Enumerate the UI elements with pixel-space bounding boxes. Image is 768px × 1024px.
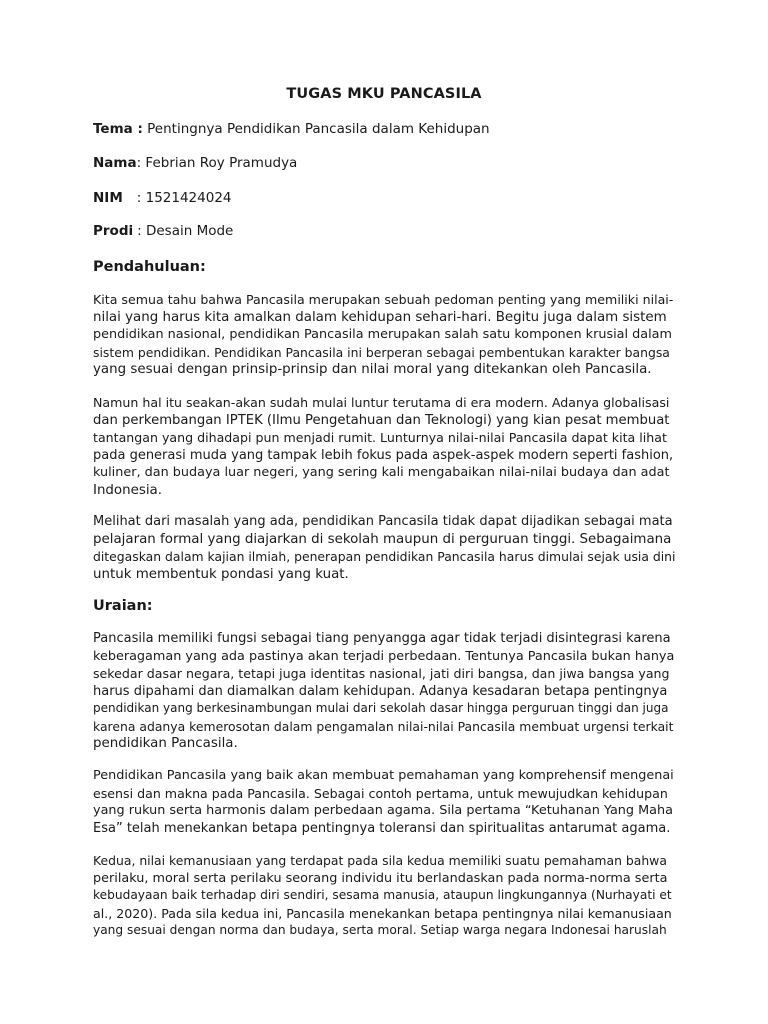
text-line: untuk membentuk pondasi yang kuat.	[93, 566, 349, 582]
text-line: harus dipahami dan diamalkan dalam kehidupan. Adanya kesadaran betapa pentingnya	[93, 683, 668, 699]
text-line: yang sesuai dengan norma dan budaya, serta moral. Setiap warga negara Indonesai haruslah	[93, 923, 667, 937]
paragraph	[93, 852, 675, 940]
text-line: keberagaman yang ada pastinya akan terjadi perbedaan. Tentunya Pancasila bukan hanya	[93, 648, 675, 664]
text-line: sekedar dasar negara, tetapi juga identitas nasional, jati diri bangsa, dan jiwa bangsa yang	[93, 666, 670, 681]
meta-label: Tema :	[93, 121, 143, 137]
meta-label: NIM	[93, 190, 123, 206]
text-line: Melihat dari masalah yang ada, pendidikan Pancasila tidak dapat dijadikan sebagai mata	[93, 514, 673, 529]
text-line: Namun hal itu seakan-akan sudah mulai luntur terutama di era modern. Adanya globalisasi	[93, 395, 670, 410]
paragraph	[93, 630, 675, 753]
meta-label: Nama	[93, 155, 137, 171]
meta-nim	[93, 190, 232, 206]
text-line: yang sesuai dengan prinsip-prinsip dan nilai moral yang ditekankan oleh Pancasila.	[93, 362, 652, 377]
paragraph	[93, 291, 675, 379]
text-line: kuliner, dan budaya luar negeri, yang sering kali mengabaikan nilai-nilai budaya dan adat	[93, 465, 670, 480]
meta-theme	[93, 121, 490, 137]
text-line: Kedua, nilai kemanusiaan yang terdapat pada sila kedua memiliki suatu pemahaman bahwa	[93, 853, 667, 868]
text-line: Esa” telah menekankan betapa pentingnya toleransi dan spiritualitas antarumat agama.	[93, 820, 671, 836]
text-line: pelajaran formal yang diajarkan di sekolah maupun di perguruan tinggi. Sebagaimana	[93, 531, 672, 547]
document-title: TUGAS MKU PANCASILA	[286, 86, 482, 102]
paragraph	[93, 513, 675, 583]
section-heading-pendahuluan: Pendahuluan:	[93, 259, 206, 275]
text-line: perilaku, moral serta perilaku seorang individu itu berlandaskan pada norma-norma serta	[93, 870, 668, 886]
meta-value: Pentingnya Pendidikan Pancasila dalam Kehidupan	[142, 121, 490, 137]
section-heading-uraian: Uraian:	[93, 598, 153, 614]
text-line: tantangan yang dihadapi pun menjadi rumit. Lunturnya nilai-nilai Pancasila dapat kita lihat	[93, 430, 667, 445]
text-line: Kita semua tahu bahwa Pancasila merupakan sebuah pedoman penting yang memiliki nilai-	[93, 292, 674, 307]
text-line: pendidikan Pancasila.	[93, 736, 238, 751]
meta-name	[93, 155, 297, 171]
text-line: Pendidikan Pancasila yang baik akan membuat pemahaman yang komprehensif mengenai	[93, 768, 674, 783]
paragraph	[93, 394, 675, 499]
text-line: Pancasila memiliki fungsi sebagai tiang penyangga agar tidak terjadi disintegrasi karena	[93, 631, 671, 646]
text-line: kebudayaan baik terhadap diri sendiri, sesama manusia, ataupun lingkungannya (Nurhayati et	[93, 888, 672, 902]
meta-prodi	[93, 223, 233, 239]
text-line: Indonesia.	[93, 482, 163, 498]
text-line: nilai yang harus kita amalkan dalam kehidupan sehari-hari. Begitu juga dalam sistem	[93, 309, 667, 325]
meta-value: : Febrian Roy Pramudya	[136, 155, 298, 171]
text-line: esensi dan makna pada Pancasila. Sebagai contoh pertama, untuk mewujudkan kehidupan	[93, 785, 668, 801]
text-line: pendidikan yang berkesinambungan mulai dari sekolah dasar hingga perguruan tinggi dan juga	[93, 701, 669, 715]
meta-value: : Desain Mode	[137, 223, 234, 239]
meta-value: : 1521424024	[136, 190, 232, 206]
text-line: sistem pendidikan. Pendidikan Pancasila ini berperan sebagai pembentukan karakter bangsa	[93, 344, 670, 360]
paragraph	[93, 767, 675, 837]
text-line: ditegaskan dalam kajian ilmiah, penerapan pendidikan Pancasila harus dimulai sejak usia dini	[93, 549, 676, 564]
text-line: yang rukun serta harmonis dalam perbedaan agama. Sila pertama “Ketuhanan Yang Maha	[93, 803, 673, 818]
text-line: pendidikan nasional, pendidikan Pancasila merupakan salah satu komponen krusial dalam	[93, 327, 672, 342]
text-line: karena adanya kemerosotan dalam pengamalan nilai-nilai Pancasila membuat urgensi terkait	[93, 718, 674, 734]
text-line: al., 2020). Pada sila kedua ini, Pancasila menekankan betapa pentingnya nilai kemanusiaan	[93, 905, 672, 921]
text-line: pada generasi muda yang tampak lebih fokus pada aspek-aspek modern seperti fashion,	[93, 447, 674, 463]
text-line: dan perkembangan IPTEK (Ilmu Pengetahuan dan Teknologi) yang kian pesat membuat	[93, 412, 670, 428]
meta-label: Prodi	[93, 223, 134, 239]
